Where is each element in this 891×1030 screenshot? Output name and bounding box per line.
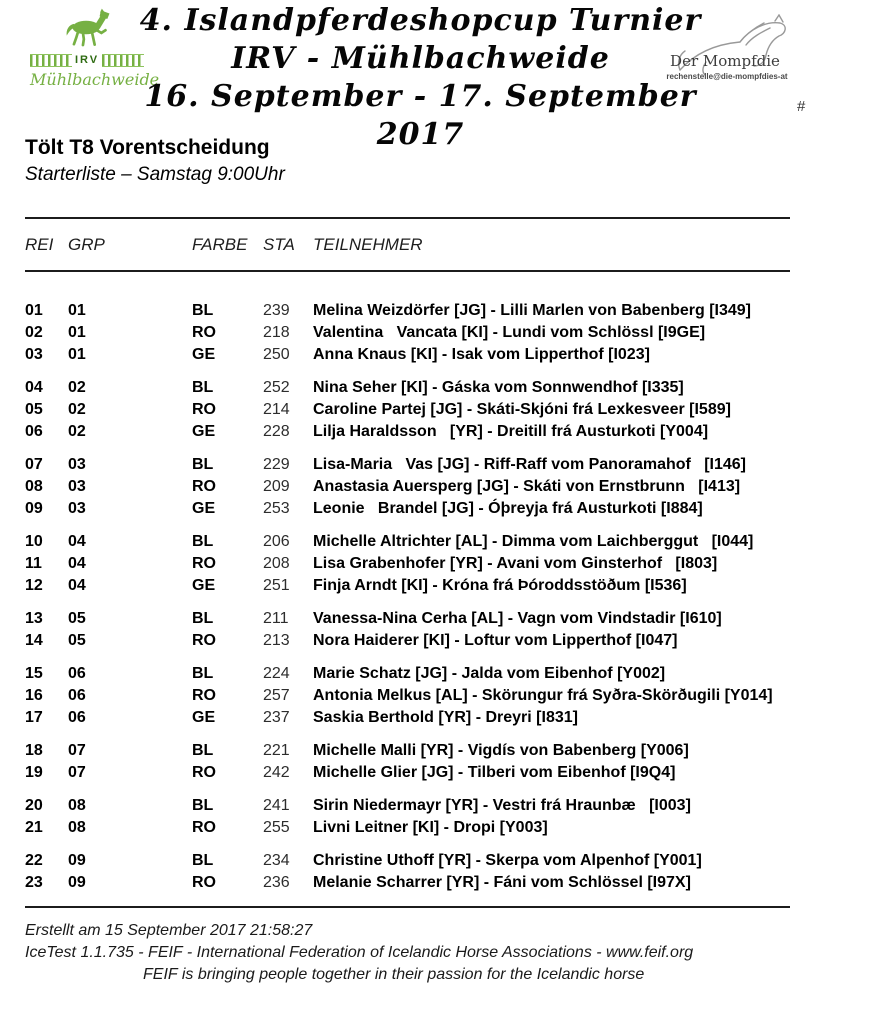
cell-teilnehmer: Marie Schatz [JG] - Jalda vom Eibenhof [Y002] <box>313 665 666 682</box>
cell-sta: 228 <box>263 423 290 440</box>
table-row <box>25 608 891 630</box>
cell-rei: 20 <box>25 797 43 814</box>
row-group <box>25 300 891 366</box>
cell-sta: 218 <box>263 324 290 341</box>
column-header-grp: GRP <box>68 235 105 254</box>
divider-bottom <box>25 906 790 908</box>
table-row <box>25 817 891 839</box>
cell-teilnehmer: Michelle Altrichter [AL] - Dimma vom Laichberggut [I044] <box>313 533 754 550</box>
column-header-rei: REI <box>25 235 54 254</box>
cell-rei: 03 <box>25 346 43 363</box>
green-horse-silhouette-icon <box>30 4 144 51</box>
cell-farbe: GE <box>192 709 216 726</box>
cell-farbe: BL <box>192 533 214 550</box>
cell-grp: 06 <box>68 665 86 682</box>
cell-farbe: RO <box>192 555 216 572</box>
cell-teilnehmer: Melina Weizdörfer [JG] - Lilli Marlen von Babenberg [I349] <box>313 302 751 319</box>
table-row <box>25 498 891 520</box>
cell-teilnehmer: Caroline Partej [JG] - Skáti-Skjóni frá Lexkesveer [I589] <box>313 401 731 418</box>
cell-farbe: BL <box>192 852 214 869</box>
cell-teilnehmer: Christine Uthoff [YR] - Skerpa vom Alpenhof [Y001] <box>313 852 702 869</box>
cell-teilnehmer: Lisa Grabenhofer [YR] - Avani vom Ginsterhof [I803] <box>313 555 718 572</box>
cell-rei: 19 <box>25 764 43 781</box>
cell-farbe: RO <box>192 819 216 836</box>
table-row <box>25 476 891 498</box>
cell-teilnehmer: Finja Arndt [KI] - Króna frá Þóroddsstöðum [I536] <box>313 577 687 594</box>
table-row <box>25 762 891 784</box>
cell-sta: 257 <box>263 687 290 704</box>
cell-teilnehmer: Melanie Scharrer [YR] - Fáni vom Schlössel [I97X] <box>313 874 691 891</box>
cell-teilnehmer: Antonia Melkus [AL] - Skörungur frá Syðra-Skörðugili [Y014] <box>313 687 773 704</box>
cell-grp: 02 <box>68 423 86 440</box>
cell-farbe: BL <box>192 665 214 682</box>
cell-grp: 09 <box>68 874 86 891</box>
cell-sta: 209 <box>263 478 290 495</box>
cell-teilnehmer: Valentina Vancata [KI] - Lundi vom Schlössl [I9GE] <box>313 324 706 341</box>
row-group <box>25 377 891 443</box>
cell-rei: 21 <box>25 819 43 836</box>
table-row <box>25 399 891 421</box>
cell-sta: 224 <box>263 665 290 682</box>
divider-top <box>25 217 790 219</box>
cell-rei: 14 <box>25 632 43 649</box>
footer-feif-slogan-line: FEIF is bringing people together in their passion for the Icelandic horse <box>143 966 645 983</box>
irv-logo-text: IRV <box>74 53 100 66</box>
cell-farbe: BL <box>192 797 214 814</box>
cell-grp: 06 <box>68 687 86 704</box>
irv-muehlbachweide-logo <box>30 4 160 89</box>
table-row <box>25 531 891 553</box>
cell-rei: 09 <box>25 500 43 517</box>
cell-teilnehmer: Vanessa-Nina Cerha [AL] - Vagn vom Vindstadir [I610] <box>313 610 722 627</box>
cell-rei: 23 <box>25 874 43 891</box>
table-row <box>25 685 891 707</box>
table-row <box>25 663 891 685</box>
cell-farbe: RO <box>192 324 216 341</box>
cell-teilnehmer: Nina Seher [KI] - Gáska vom Sonnwendhof [I335] <box>313 379 684 396</box>
cell-sta: 229 <box>263 456 290 473</box>
cell-teilnehmer: Lilja Haraldsson [YR] - Dreitill frá Austurkoti [Y004] <box>313 423 709 440</box>
cell-sta: 213 <box>263 632 290 649</box>
muehlbachweide-logo-text: Mühlbachweide <box>30 70 160 89</box>
tournament-title <box>133 2 708 154</box>
row-group <box>25 850 891 894</box>
row-group <box>25 608 891 652</box>
cell-teilnehmer: Michelle Malli [YR] - Vigdís von Babenberg [Y006] <box>313 742 689 759</box>
table-row <box>25 740 891 762</box>
row-group <box>25 663 891 729</box>
column-header-farbe: FARBE <box>192 235 248 254</box>
competition-title: Tölt T8 Vorentscheidung <box>25 136 270 159</box>
document-body <box>0 136 891 986</box>
cell-farbe: RO <box>192 632 216 649</box>
table-header-row <box>25 232 891 258</box>
cell-rei: 01 <box>25 302 43 319</box>
cell-farbe: RO <box>192 874 216 891</box>
cell-grp: 03 <box>68 456 86 473</box>
cell-grp: 04 <box>68 577 86 594</box>
column-header-teilnehmer: TEILNEHMER <box>313 235 423 254</box>
mompfdie-email-text: rechenstelle@die-mompfdies-at <box>666 72 788 81</box>
cell-grp: 01 <box>68 302 86 319</box>
cell-sta: 250 <box>263 346 290 363</box>
cell-rei: 22 <box>25 852 43 869</box>
table-row <box>25 795 891 817</box>
cell-farbe: GE <box>192 346 216 363</box>
cell-rei: 13 <box>25 610 43 627</box>
row-group <box>25 531 891 597</box>
cell-farbe: BL <box>192 379 214 396</box>
table-row <box>25 553 891 575</box>
cell-grp: 06 <box>68 709 86 726</box>
cell-farbe: GE <box>192 423 216 440</box>
cell-grp: 04 <box>68 555 86 572</box>
cell-rei: 17 <box>25 709 43 726</box>
table-row <box>25 322 891 344</box>
cell-sta: 253 <box>263 500 290 517</box>
cell-rei: 04 <box>25 379 43 396</box>
cell-farbe: RO <box>192 478 216 495</box>
cell-grp: 09 <box>68 852 86 869</box>
cell-sta: 236 <box>263 874 290 891</box>
footer-created-line: Erstellt am 15 September 2017 21:58:27 <box>25 922 313 939</box>
cell-farbe: BL <box>192 610 214 627</box>
cell-teilnehmer: Lisa-Maria Vas [JG] - Riff-Raff vom Panoramahof [I146] <box>313 456 746 473</box>
cell-grp: 08 <box>68 819 86 836</box>
cell-teilnehmer: Nora Haiderer [KI] - Loftur vom Lipperthof [I047] <box>313 632 678 649</box>
cell-grp: 01 <box>68 324 86 341</box>
cell-farbe: BL <box>192 302 214 319</box>
cell-sta: 239 <box>263 302 290 319</box>
cell-teilnehmer: Anastasia Auersperg [JG] - Skáti von Ernstbrunn [I413] <box>313 478 741 495</box>
cell-sta: 251 <box>263 577 290 594</box>
table-row <box>25 344 891 366</box>
cell-teilnehmer: Leonie Brandel [JG] - Óþreyja frá Austurkoti [I884] <box>313 500 703 517</box>
cell-farbe: GE <box>192 577 216 594</box>
cell-sta: 234 <box>263 852 290 869</box>
hash-mark: # <box>797 98 806 115</box>
cell-grp: 03 <box>68 478 86 495</box>
cell-sta: 237 <box>263 709 290 726</box>
table-row <box>25 421 891 443</box>
cell-rei: 02 <box>25 324 43 341</box>
row-group <box>25 454 891 520</box>
cell-sta: 242 <box>263 764 290 781</box>
cell-grp: 05 <box>68 610 86 627</box>
cell-grp: 08 <box>68 797 86 814</box>
table-row <box>25 377 891 399</box>
tournament-title-line-2: IRV - Mühlbachweide <box>231 41 610 76</box>
row-group <box>25 795 891 839</box>
cell-teilnehmer: Livni Leitner [KI] - Dropi [Y003] <box>313 819 548 836</box>
cell-sta: 214 <box>263 401 290 418</box>
cell-farbe: RO <box>192 687 216 704</box>
cell-sta: 211 <box>263 610 289 627</box>
cell-sta: 252 <box>263 379 290 396</box>
cell-rei: 10 <box>25 533 43 550</box>
der-mompfdie-logo <box>652 14 802 92</box>
footer-icetest-line: IceTest 1.1.735 - FEIF - International Federation of Icelandic Horse Associations - www.feif.org <box>25 944 694 961</box>
cell-grp: 04 <box>68 533 86 550</box>
cell-rei: 08 <box>25 478 43 495</box>
cell-sta: 208 <box>263 555 290 572</box>
cell-sta: 221 <box>263 742 290 759</box>
cell-farbe: BL <box>192 456 214 473</box>
cell-farbe: RO <box>192 401 216 418</box>
green-fence-icon <box>30 53 144 67</box>
cell-grp: 02 <box>68 379 86 396</box>
mompfdie-logo-text: Der Mompfdie <box>670 52 780 70</box>
cell-teilnehmer: Saskia Berthold [YR] - Dreyri [I831] <box>313 709 578 726</box>
tournament-title-line-3: 16. September - 17. September 2017 <box>144 79 697 152</box>
cell-sta: 255 <box>263 819 290 836</box>
cell-farbe: GE <box>192 500 216 517</box>
cell-grp: 07 <box>68 764 86 781</box>
cell-grp: 07 <box>68 742 86 759</box>
table-row <box>25 454 891 476</box>
cell-rei: 18 <box>25 742 43 759</box>
row-group <box>25 740 891 784</box>
cell-grp: 03 <box>68 500 86 517</box>
cell-rei: 16 <box>25 687 43 704</box>
cell-teilnehmer: Anna Knaus [KI] - Isak vom Lipperthof [I023] <box>313 346 650 363</box>
table-row <box>25 707 891 729</box>
cell-rei: 06 <box>25 423 43 440</box>
cell-rei: 11 <box>25 555 42 572</box>
cell-sta: 206 <box>263 533 290 550</box>
cell-rei: 07 <box>25 456 43 473</box>
column-header-sta: STA <box>263 235 295 254</box>
cell-rei: 05 <box>25 401 43 418</box>
cell-grp: 02 <box>68 401 86 418</box>
cell-grp: 01 <box>68 346 86 363</box>
cell-sta: 241 <box>263 797 290 814</box>
cell-teilnehmer: Michelle Glier [JG] - Tilberi vom Eibenhof [I9Q4] <box>313 764 676 781</box>
cell-farbe: RO <box>192 764 216 781</box>
document-footer <box>25 920 891 986</box>
divider-header <box>25 270 790 272</box>
table-row <box>25 872 891 894</box>
cell-rei: 12 <box>25 577 43 594</box>
table-row <box>25 850 891 872</box>
cell-farbe: BL <box>192 742 214 759</box>
table-body <box>25 300 891 894</box>
competition-subtitle: Starterliste – Samstag 9:00Uhr <box>25 164 285 185</box>
cell-teilnehmer: Sirin Niedermayr [YR] - Vestri frá Hraunbæ [I003] <box>313 797 691 814</box>
table-row <box>25 630 891 652</box>
table-row <box>25 575 891 597</box>
cell-grp: 05 <box>68 632 86 649</box>
tournament-title-line-1: 4. Islandpferdeshopcup Turnier <box>139 3 702 38</box>
table-row <box>25 300 891 322</box>
cell-rei: 15 <box>25 665 43 682</box>
